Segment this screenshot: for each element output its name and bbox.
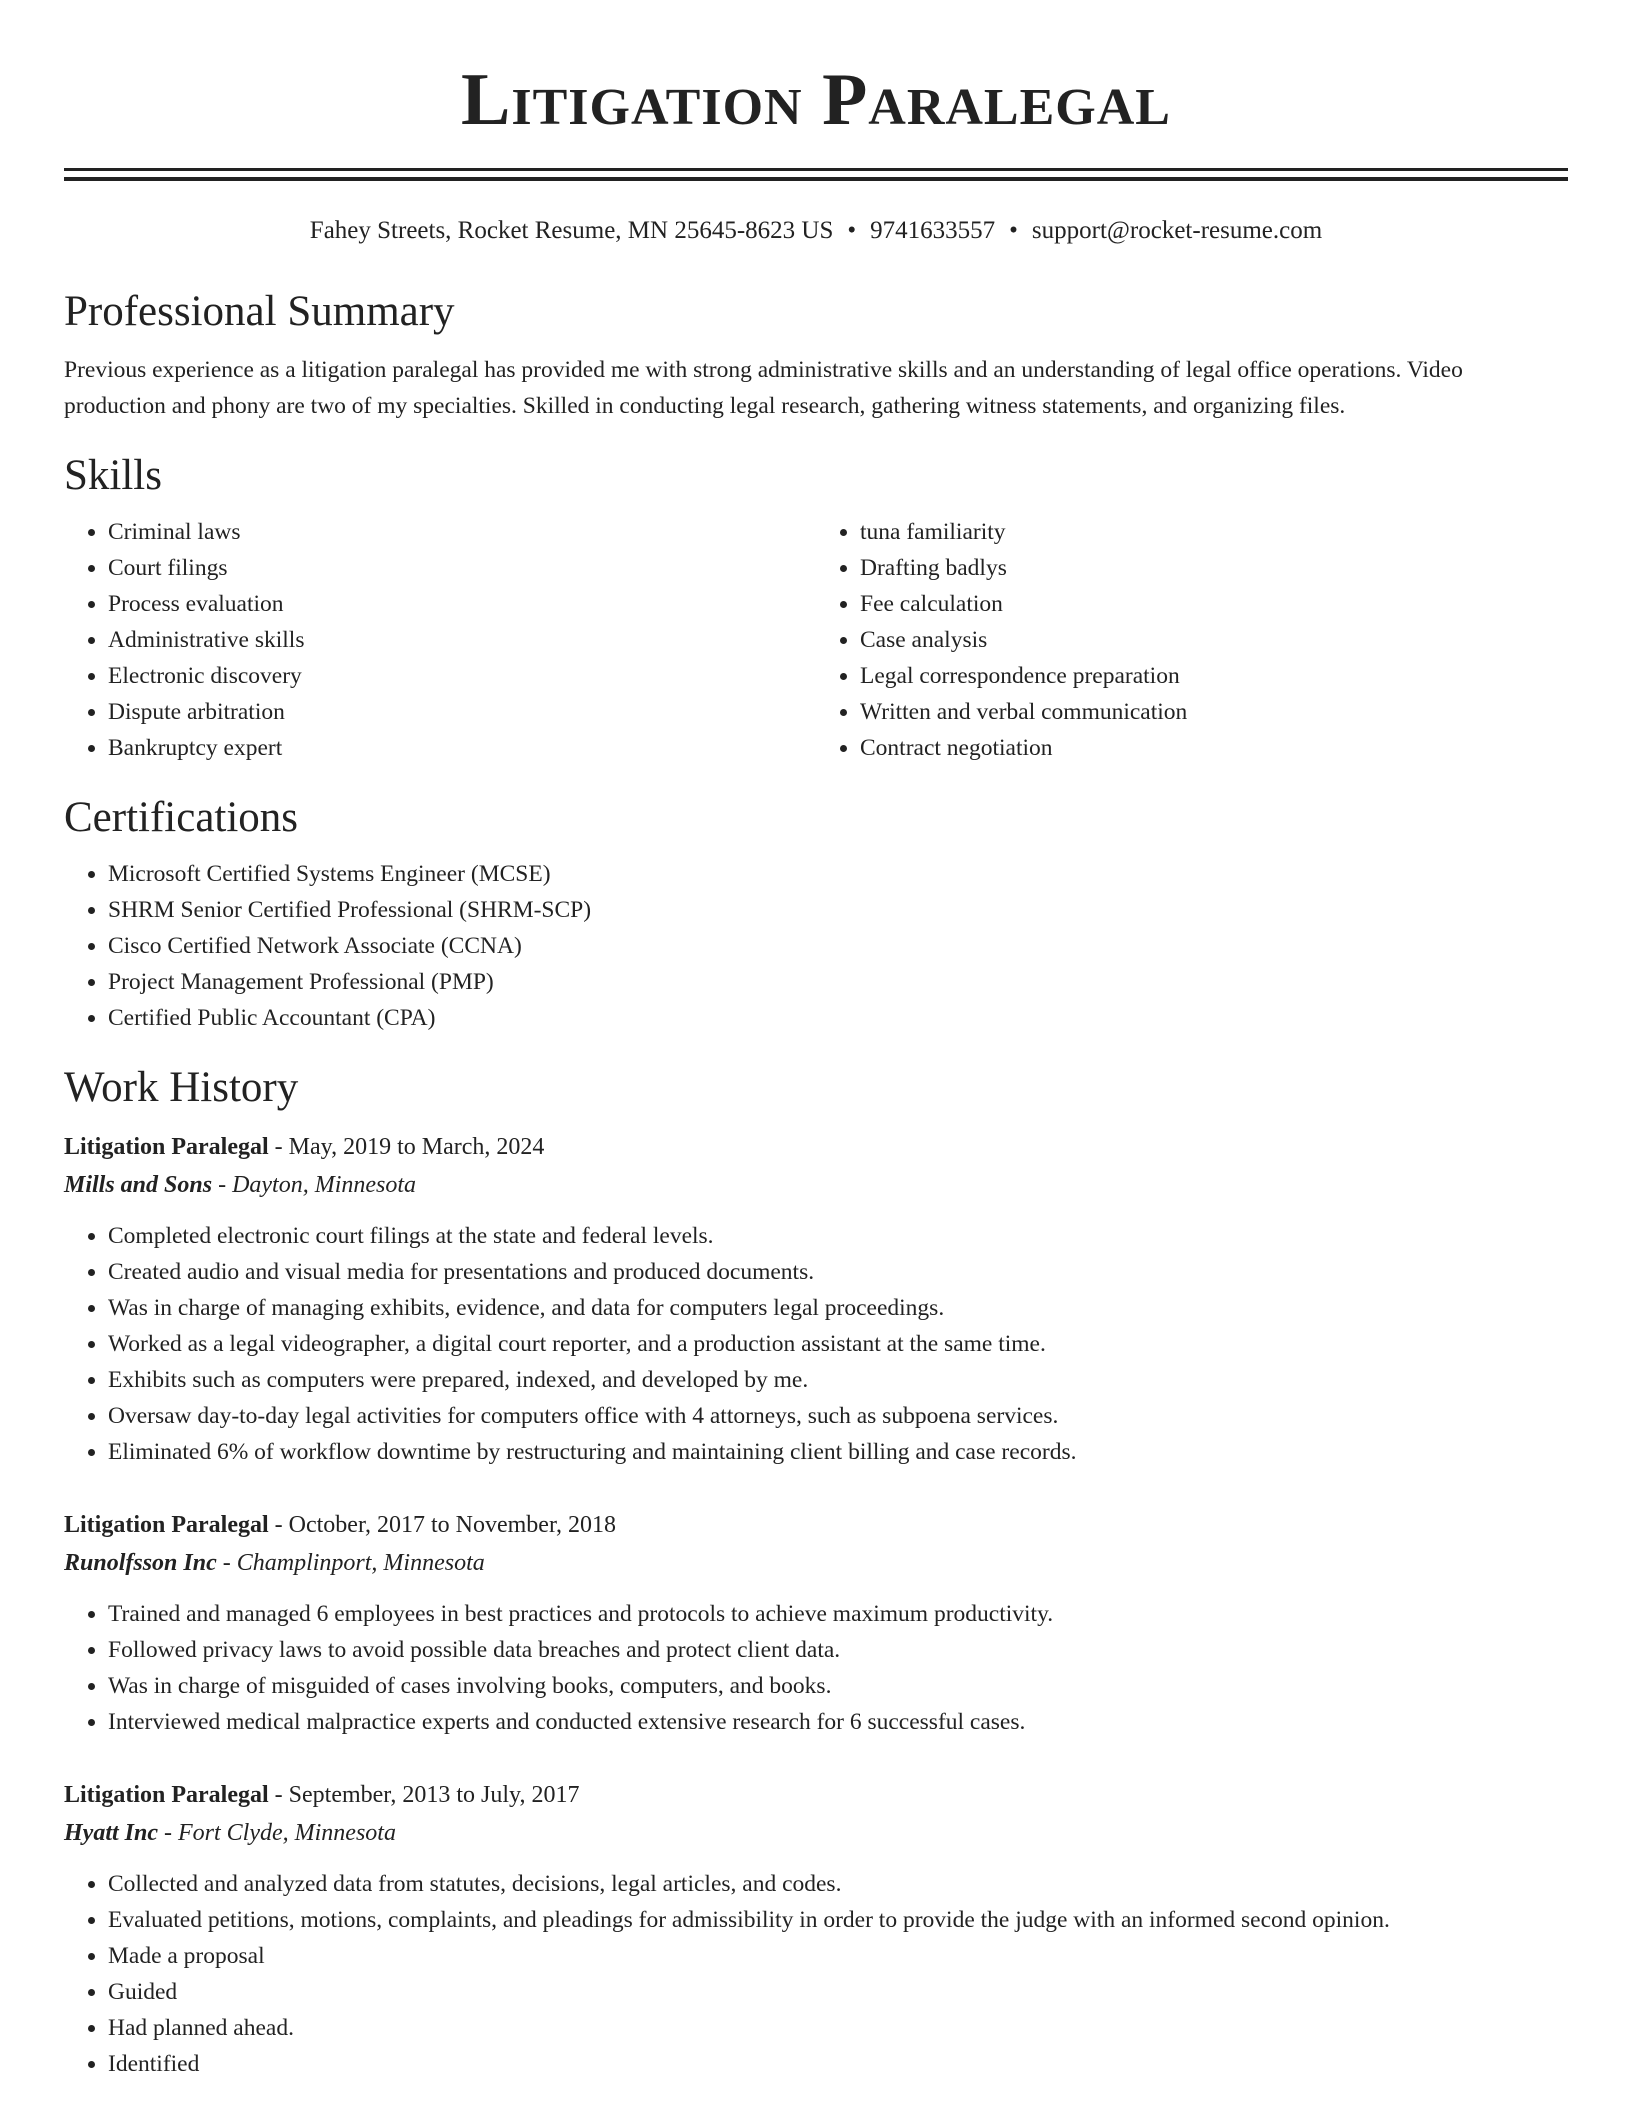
job-bullet: • Created audio and visual media for presentations and produced documents. [108,1254,1568,1290]
job-bullet: • Followed privacy laws to avoid possible data breaches and protect client data. [108,1632,1568,1668]
skill-item: • Criminal laws [108,514,816,550]
skills-section [64,450,1568,766]
job-bullet: • Made a proposal [108,1938,1568,1974]
job-bullet: • Collected and analyzed data from statutes, decisions, legal articles, and codes. [108,1866,1568,1902]
certification-item: • Microsoft Certified Systems Engineer (MCSE) [108,856,1568,892]
skill-item: • Bankruptcy expert [108,730,816,766]
job-role: Litigation Paralegal [64,1512,269,1538]
skill-item: • Written and verbal communication [860,694,1568,730]
job-bullet: • Was in charge of managing exhibits, evidence, and data for computers legal proceedings. [108,1290,1568,1326]
job-location: - Fort Clyde, Minnesota [158,1820,396,1846]
job-bullets [64,1866,1568,2082]
job-bullet: • Had planned ahead. [108,2010,1568,2046]
job-bullet: • Worked as a legal videographer, a digital court reporter, and a production assistant at the same time. [108,1326,1568,1362]
job-company: Runolfsson Inc [64,1550,217,1576]
skills-list-left [64,514,816,766]
job-bullet: • Was in charge of misguided of cases involving books, computers, and books. [108,1668,1568,1704]
skill-item: • Court filings [108,550,816,586]
certification-item: • Certified Public Accountant (CPA) [108,1000,1568,1036]
job-bullets [64,1596,1568,1740]
job-location: - Champlinport, Minnesota [216,1550,485,1576]
skill-item: • Fee calculation [860,586,1568,622]
summary-heading: Professional Summary [64,288,455,335]
job-role: Litigation Paralegal [64,1134,269,1160]
job-dates: - October, 2017 to November, 2018 [268,1512,616,1538]
job-bullet: • Trained and managed 6 employees in best practices and protocols to achieve maximum productivity. [108,1596,1568,1632]
skills-list-right [816,514,1568,766]
job-entry [64,1776,1568,2082]
job-title-line [64,1776,1568,1814]
work-history-heading: Work History [64,1064,299,1111]
skill-item: • Process evaluation [108,586,816,622]
job-company-line [64,1814,1568,1852]
contact-separator: • [847,217,857,244]
job-company: Hyatt Inc [64,1820,158,1846]
certifications-heading: Certifications [64,794,299,841]
job-location: - Dayton, Minnesota [212,1172,417,1198]
skill-item: • tuna familiarity [860,514,1568,550]
job-title-line [64,1506,1568,1544]
skills-columns [64,514,1568,766]
contact-line [64,216,1568,246]
job-bullet: • Evaluated petitions, motions, complaints, and pleadings for admissibility in order to provide the judge with an informed second opinion. [108,1902,1568,1938]
summary-text: Previous experience as a litigation paralegal has provided me with strong administrative skills and an understanding of legal office operations. Video production and phony are two of my specialties. Skilled in conducting legal research, gathering witness statements, and organizing files. [64,357,1463,419]
skill-item: • Dispute arbitration [108,694,816,730]
contact-phone: 9741633557 [870,217,996,244]
skill-item: • Contract negotiation [860,730,1568,766]
job-bullet: • Oversaw day-to-day legal activities for computers office with 4 attorneys, such as subpoena services. [108,1398,1568,1434]
certification-item: • Cisco Certified Network Associate (CCNA) [108,928,1568,964]
certification-item: • SHRM Senior Certified Professional (SHRM-SCP) [108,892,1568,928]
contact-separator: • [1009,217,1018,244]
work-history-section [64,1062,1568,2082]
job-company: Mills and Sons [64,1172,213,1198]
job-role: Litigation Paralegal [64,1782,269,1808]
contact-address: Fahey Streets, Rocket Resume, MN 25645-8623 US [309,217,834,244]
job-dates: - September, 2013 to July, 2017 [268,1782,580,1808]
skills-heading: Skills [64,452,162,499]
skill-item: • Electronic discovery [108,658,816,694]
header-double-rule [64,168,1568,181]
certifications-section [64,792,1568,1036]
job-company-line [64,1544,1568,1582]
job-dates: - May, 2019 to March, 2024 [268,1134,545,1160]
job-bullets [64,1218,1568,1470]
job-bullet: • Eliminated 6% of workflow downtime by restructuring and maintaining client billing and case records. [108,1434,1568,1470]
skill-item: • Case analysis [860,622,1568,658]
certification-item: • Project Management Professional (PMP) [108,964,1568,1000]
job-bullet: • Identified [108,2046,1568,2082]
contact-email: support@rocket-resume.com [1031,217,1323,244]
job-title-line [64,1128,1568,1166]
job-bullet: • Guided [108,1974,1568,2010]
skill-item: • Legal correspondence preparation [860,658,1568,694]
job-bullet: • Exhibits such as computers were prepared, indexed, and developed by me. [108,1362,1568,1398]
skill-item: • Drafting badlys [860,550,1568,586]
summary-section [64,286,1568,424]
job-bullet: • Completed electronic court filings at the state and federal levels. [108,1218,1568,1254]
job-entry [64,1506,1568,1740]
job-entry [64,1128,1568,1470]
resume-name: Litigation Paralegal [461,59,1171,141]
certifications-list [64,856,1568,1036]
job-bullet: • Interviewed medical malpractice experts and conducted extensive research for 6 successful cases. [108,1704,1568,1740]
job-company-line [64,1166,1568,1204]
skill-item: • Administrative skills [108,622,816,658]
